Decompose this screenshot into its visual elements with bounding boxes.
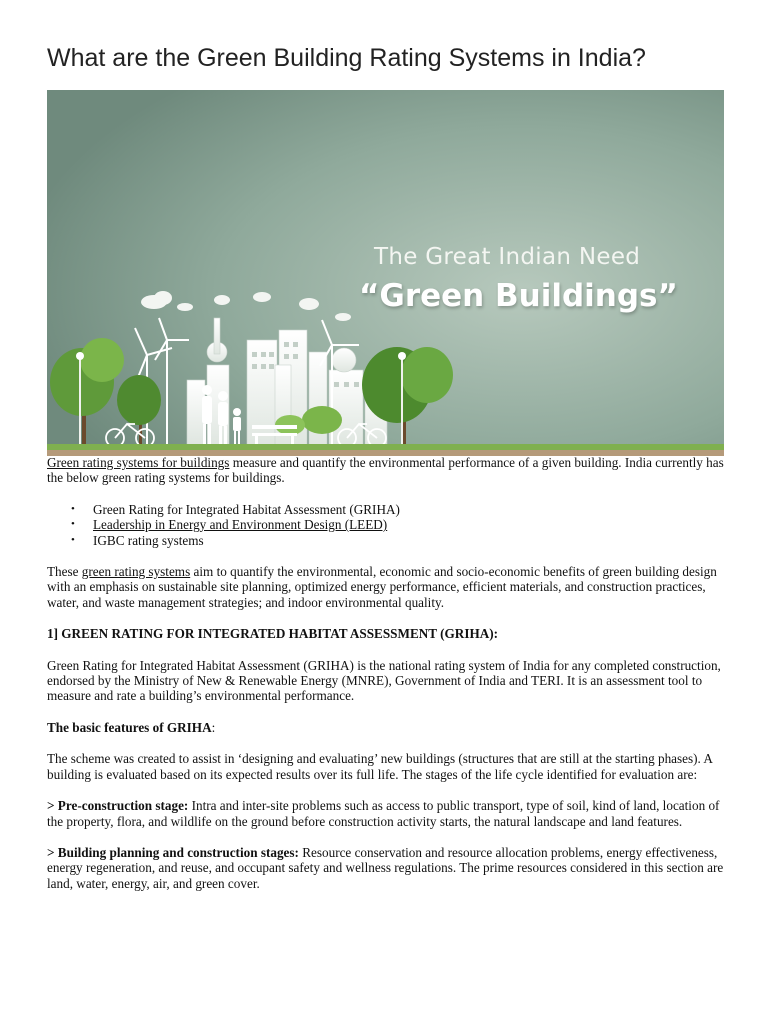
green-rating-systems-inline-link[interactable]: green rating systems — [81, 564, 191, 580]
planning-construction-paragraph: > Building planning and construction stages: Resource conservation and resource allocation problems, energy effectiveness, energy regeneration, and reuse, and occupant safety and wellness regulations. The prime resources considered in this section are land, water, energy, air, and green cover. — [47, 844, 724, 891]
pre-construction-label: > Pre-construction stage: — [47, 798, 189, 814]
planning-construction-label: > Building planning and construction stages: — [47, 844, 299, 860]
griha-description: Green Rating for Integrated Habitat Assessment (GRIHA) is the national rating system of India for any completed construction, endorsed by the Ministry of New & Renewable Energy (MNRE), Government of India and TERI. It is an assessment tool to measure and rate a building’s environmental performance. — [47, 657, 721, 704]
hero-headline-small: The Great Indian Need — [374, 244, 641, 270]
article-body — [47, 455, 724, 907]
intro-paragraph — [47, 455, 724, 486]
list-item — [93, 533, 724, 548]
features-heading: The basic features of GRIHA — [47, 719, 212, 735]
green-rating-systems-link[interactable]: Green rating systems for buildings — [47, 455, 230, 470]
pre-construction-paragraph: > Pre-construction stage: Intra and inter-site problems such as access to public transport, type of soil, kind of land, location of the property, flora, and wildlife on the ground before construction activity starts, the natural landscape and land features. — [47, 798, 720, 829]
rating-systems-list — [47, 502, 724, 548]
list-item — [93, 517, 724, 532]
list-item-label: Green Rating for Integrated Habitat Assessment (GRIHA) — [93, 501, 400, 517]
list-item — [93, 502, 724, 517]
benefits-paragraph: These green rating systems aim to quantify the environmental, economic and socio-economic benefits of green building design with an emphasis on sustainable site planning, optimized energy performance, efficient materials, and construction practices, water, and waste management strategies; and indoor environmental quality. — [47, 564, 717, 610]
hero-illustration — [47, 90, 724, 456]
section-heading-griha: 1] GREEN RATING FOR INTEGRATED HABITAT ASSESSMENT (GRIHA): — [47, 626, 499, 642]
page-title: What are the Green Building Rating Systems in India? — [47, 44, 646, 72]
features-heading-line: The basic features of GRIHA: — [47, 719, 216, 735]
leed-link[interactable]: Leadership in Energy and Environment Design (LEED) — [93, 517, 388, 533]
hero-headline-large: “Green Buildings” — [359, 278, 678, 314]
list-item-label: IGBC rating systems — [93, 532, 204, 548]
hero-banner — [47, 90, 724, 456]
intro-text: measure and quantify the environmental performance of a given building. India currently has the below green rating systems for buildings. — [47, 455, 724, 486]
scheme-paragraph: The scheme was created to assist in ‘designing and evaluating’ new buildings (structures that are still at the starting phases). A building is evaluated based on its expected results over its full life. The stages of the life cycle identified for evaluation are: — [47, 751, 713, 782]
